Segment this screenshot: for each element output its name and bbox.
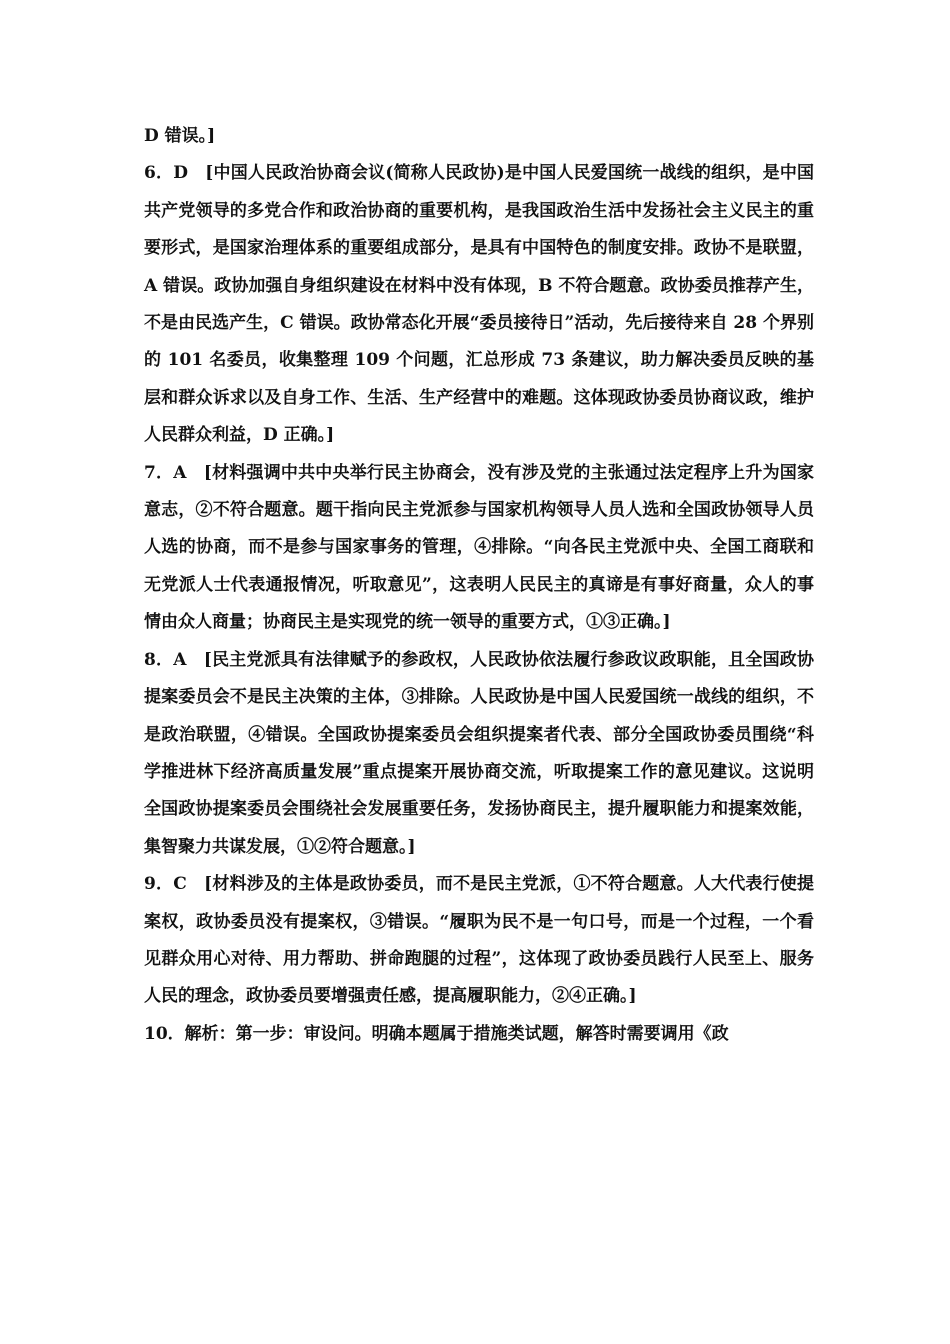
paragraph-question-10: 10．解析：第一步：审设问。明确本题属于措施类试题，解答时需要调用《政	[144, 1023, 729, 1044]
paragraph-question-7: 7．A [材料强调中共中央举行民主协商会，没有涉及党的主张通过法定程序上升为国家意志，②不符合题意。题干指向民主党派参与国家机构领导人员人选和全国政协领导人员人选的协商，而不是参与国家事务的管理，④排除。“向各民主党派中央、全国工商联和无党派人士代表通报情况，听取意见”，这表明人民民主的真谛是有事好商量，众人的事情由众人商量；协商民主是实现党的统一领导的重要方式，①③正确。]	[144, 462, 814, 633]
answer-explanations	[144, 118, 814, 1053]
paragraph-question-9: 9．C [材料涉及的主体是政协委员，而不是民主党派，①不符合题意。人大代表行使提案权，政协委员没有提案权，③错误。“履职为民不是一句口号，而是一个过程，一个看见群众用心对待、用力帮助、拼命跑腿的过程”，这体现了政协委员践行人民至上、服务人民的理念，政协委员要增强责任感，提高履职能力，②④正确。]	[144, 874, 814, 1007]
paragraph-question-6: 6．D [中国人民政治协商会议(简称人民政协)是中国人民爱国统一战线的组织，是中国共产党领导的多党合作和政治协商的重要机构，是我国政治生活中发扬社会主义民主的重要形式，是国家治理体系的重要组成部分，是具有中国特色的制度安排。政协不是联盟，A 错误。政协加强自身组织建设在材料中没有体现，B 不符合题意。政协委员推荐产生，不是由民选产生，C 错误。政协常态化开展“委员接待日”活动，先后接待来自 28 个界别的 101 名委员，收集整理 109 个问题，汇总形成 73 条建议，助力解决委员反映的基层和群众诉求以及自身工作、生活、生产经营中的难题。这体现政协委员协商议政，维护人民群众利益，D 正确。]	[144, 163, 814, 446]
paragraph-question-8: 8．A [民主党派具有法律赋予的参政权，人民政协依法履行参政议政职能，且全国政协提案委员会不是民主决策的主体，③排除。人民政协是中国人民爱国统一战线的组织，不是政治联盟，④错误。全国政协提案委员会组织提案者代表、部分全国政协委员围绕“科学推进林下经济高质量发展”重点提案开展协商交流，听取提案工作的意见建议。这说明全国政协提案委员会围绕社会发展重要任务，发扬协商民主，提升履职能力和提案效能，集智聚力共谋发展，①②符合题意。]	[144, 649, 814, 857]
paragraph-5-continuation: D 错误。]	[144, 126, 216, 146]
